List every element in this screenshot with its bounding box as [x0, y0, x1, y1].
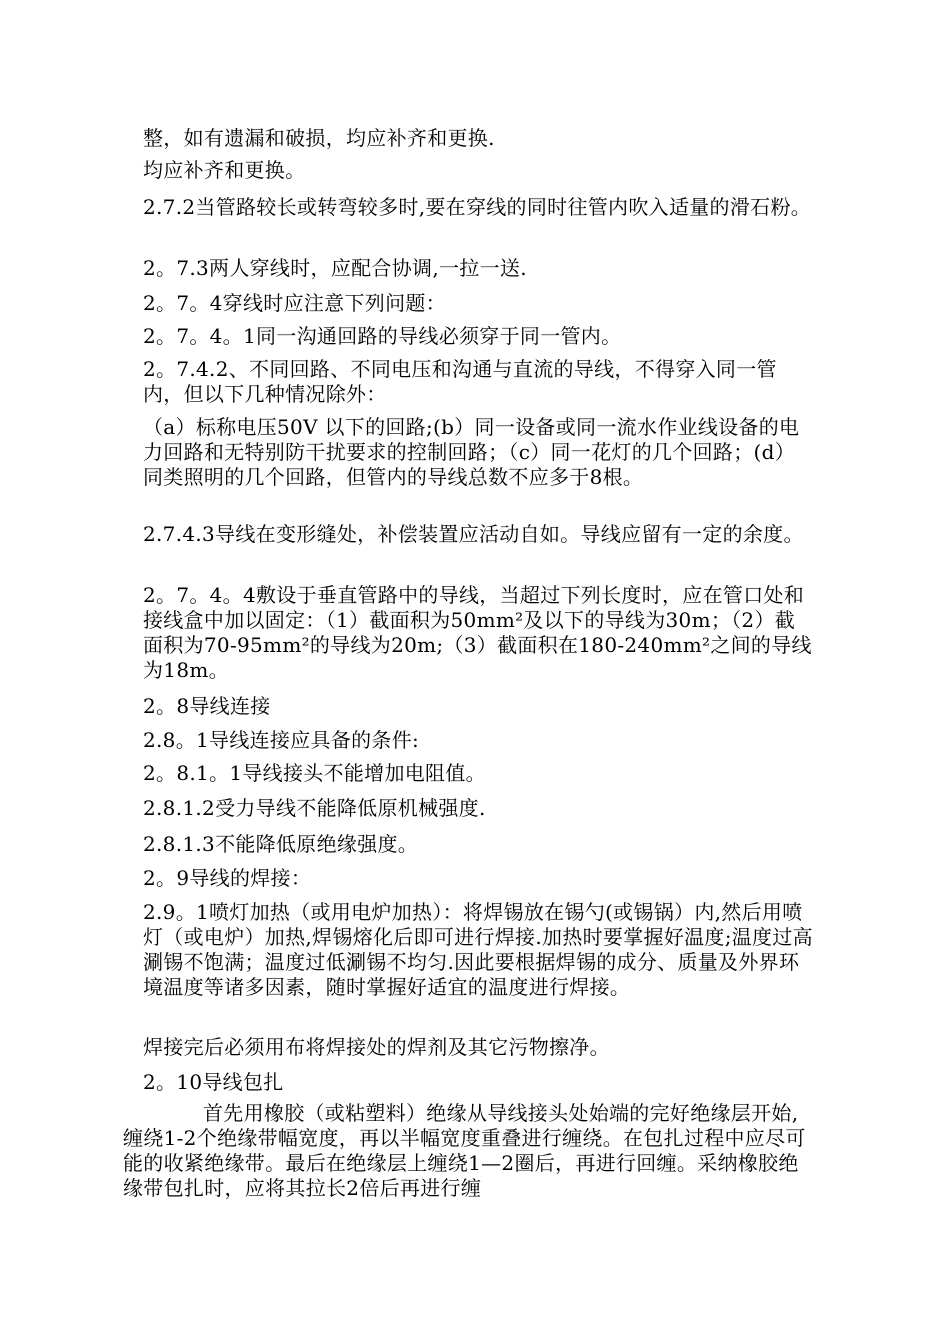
paragraph: 2.8.1.2受力导线不能降低原机械强度.	[143, 796, 486, 820]
paragraph: 2.8.1.3不能降低原绝缘强度。	[143, 832, 419, 856]
section-heading: 2。10导线包扎	[143, 1070, 284, 1094]
paragraph: （a）标称电压50V 以下的回路;(b）同一设备或同一流水作业线设备的电力回路和无特别防干扰要求的控制回路；（c）同一花灯的几个回路；(d）同类照明的几个回路，但管内的导线总数不应多于8根。	[143, 415, 800, 489]
paragraph: 均应补齐和更换。	[143, 158, 306, 182]
paragraph: 2。7。4。1同一沟通回路的导线必须穿于同一管内。	[143, 324, 622, 348]
paragraph: 2。7。4。4敷设于垂直管路中的导线，当超过下列长度时，应在管口处和接线盒中加以固定：（1）截面积为50mm²及以下的导线为30m；（2）截面积为70-95mm²的导线为20m;（3）截面积在180-240mm²之间的导线为18m。	[143, 583, 812, 682]
paragraph: 整，如有遗漏和破损，均应补齐和更换.	[143, 126, 495, 150]
paragraph: 2.7.2当管路较长或转弯较多时,要在穿线的同时往管内吹入适量的滑石粉。	[143, 195, 812, 219]
section-heading: 2。8导线连接	[143, 694, 271, 718]
section-heading: 2。9导线的焊接：	[143, 866, 312, 890]
paragraph: 2。7。4穿线时应注意下列问题：	[143, 291, 446, 315]
paragraph: 焊接完后必须用布将焊接处的焊剂及其它污物擦净。	[143, 1035, 610, 1059]
paragraph: 2。8.1。1导线接头不能增加电阻值。	[143, 761, 486, 785]
paragraph: 2。7.4.2、不同回路、不同电压和沟通与直流的导线，不得穿入同一管内，但以下几种情况除外：	[143, 357, 777, 406]
paragraph: 2。7.3两人穿线时，应配合协调,一拉一送.	[143, 256, 527, 280]
paragraph: 首先用橡胶（或粘塑料）绝缘从导线接头处始端的完好绝缘层开始,缠绕1-2个绝缘带幅宽度，再以半幅宽度重叠进行缠绕。在包扎过程中应尽可能的收紧绝缘带。最后在绝缘层上缠绕1—2圈后，再进行回缠。采纳橡胶绝缘带包扎时，应将其拉长2倍后再进行缠	[123, 1101, 806, 1200]
paragraph: 2.8。1导线连接应具备的条件:	[143, 728, 420, 752]
paragraph: 2.9。1喷灯加热（或用电炉加热）：将焊锡放在锡勺(或锡锅）内,然后用喷灯（或电炉）加热,焊锡熔化后即可进行焊接.加热时要掌握好温度;温度过高涮锡不饱满；温度过低涮锡不均匀.因此要根据焊锡的成分、质量及外界环境温度等诸多因素，随时掌握好适宜的温度进行焊接。	[143, 900, 813, 999]
paragraph: 2.7.4.3导线在变形缝处，补偿装置应活动自如。导线应留有一定的余度。	[143, 522, 804, 546]
